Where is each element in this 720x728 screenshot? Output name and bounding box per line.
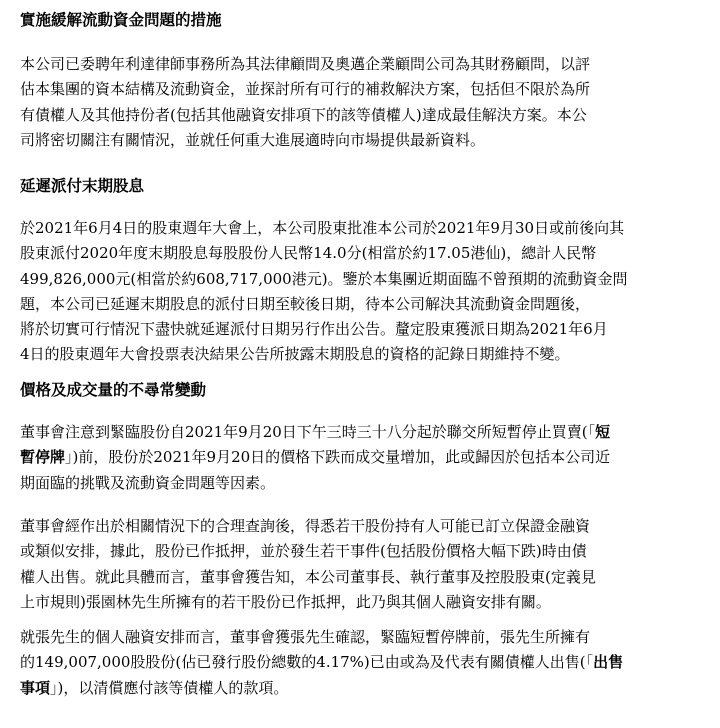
- defined-term: 事項: [20, 678, 51, 697]
- text-line: 499,826,000元(相當於約608,717,000港元)。鑒於本集團近期面臨不曾預期的流動資金問: [20, 269, 628, 288]
- text-line: 估本集團的資本結構及流動資金，並探討所有可行的補救解決方案，包括但不限於為所: [20, 80, 591, 99]
- section-heading-dividend-delay: 延遲派付末期股息: [20, 176, 145, 195]
- defined-term: 出售: [593, 653, 624, 672]
- text-line: 於2021年6月4日的股東週年大會上，本公司股東批准本公司於2021年9月30日或前後向其: [20, 219, 625, 237]
- text-line: 股東派付2020年度末期股息每股股份人民幣14.0分(相當於約17.05港仙)，總計人民幣: [20, 244, 597, 263]
- text-line: 本公司已委聘年利達律師事務所為其法律顧問及奧邁企業顧問公司為其財務顧問，以評: [20, 55, 591, 73]
- text-segment: 」)，以清償應付該等債權人的款項。: [50, 678, 289, 697]
- text-segment: 」)前，股份於2021年9月20日的價格下跌而成交量增加，此或歸因於包括本公司近: [65, 448, 611, 467]
- section-heading-liquidity-measures: 實施緩解流動資金問題的措施: [20, 10, 222, 29]
- text-segment: 的149,007,000股股份(佔已發行股份總數的4.17%)已由或為及代表有關債權人出售(「: [20, 653, 594, 672]
- text-line: [20, 650, 700, 675]
- text-line: 題，本公司已延遲末期股息的派付日期至較後日期，待本公司解決其流動資金問題後，: [20, 294, 591, 313]
- section-heading-unusual-movements: 價格及成交量的不尋常變動: [20, 380, 207, 399]
- text-line: 期面臨的挑戰及流動資金問題等因素。: [20, 473, 276, 492]
- text-line: 有債權人及其他持份者(包括其他融資安排項下的該等債權人)達成最佳解決方案。本公: [20, 105, 587, 124]
- text-line: 將於切實可行情況下盡快就延遲派付日期另行作出公告。釐定股東獲派日期為2021年6月: [20, 320, 608, 339]
- text-line: 董事會經作出於相關情況下的合理查詢後，得悉若干股份持有人可能已訂立保證金融資: [20, 517, 591, 535]
- paragraph-liquidity-measures: [20, 52, 700, 153]
- defined-term: 短: [595, 423, 611, 441]
- text-line: 就張先生的個人融資安排而言，董事會獲張先生確認，緊臨短暫停牌前，張先生所擁有: [20, 628, 591, 646]
- text-segment: 董事會注意到緊臨股份自2021年9月20日下午三時三十八分起於聯交所短暫停止買賣(「: [20, 423, 596, 441]
- text-line: 司將密切關注有關情況，並就任何重大進展適時向市場提供最新資料。: [20, 130, 486, 149]
- paragraph-trading-halt: [20, 420, 700, 496]
- paragraph-dividend-delay: [20, 216, 700, 368]
- text-line: [20, 420, 700, 445]
- paragraph-disposal: [20, 625, 700, 701]
- text-line: [20, 676, 700, 701]
- text-line: 或類似安排，據此，股份已作抵押，並於發生若干事件(包括股份價格大幅下跌)時由債: [20, 542, 587, 561]
- defined-term: 暫停牌: [20, 448, 66, 467]
- text-line: 4日的股東週年大會投票表決結果公告所披露末期股息的資格的記錄日期維持不變。: [20, 345, 570, 364]
- text-line: [20, 445, 700, 470]
- text-line: 上市規則)張園林先生所擁有的若干股份已作抵押，此乃與其個人融資安排有關。: [20, 592, 551, 611]
- text-line: 權人出售。就此具體而言，董事會獲告知，本公司董事長、執行董事及控股股東(定義見: [20, 567, 596, 586]
- paragraph-share-pledge: [20, 514, 700, 615]
